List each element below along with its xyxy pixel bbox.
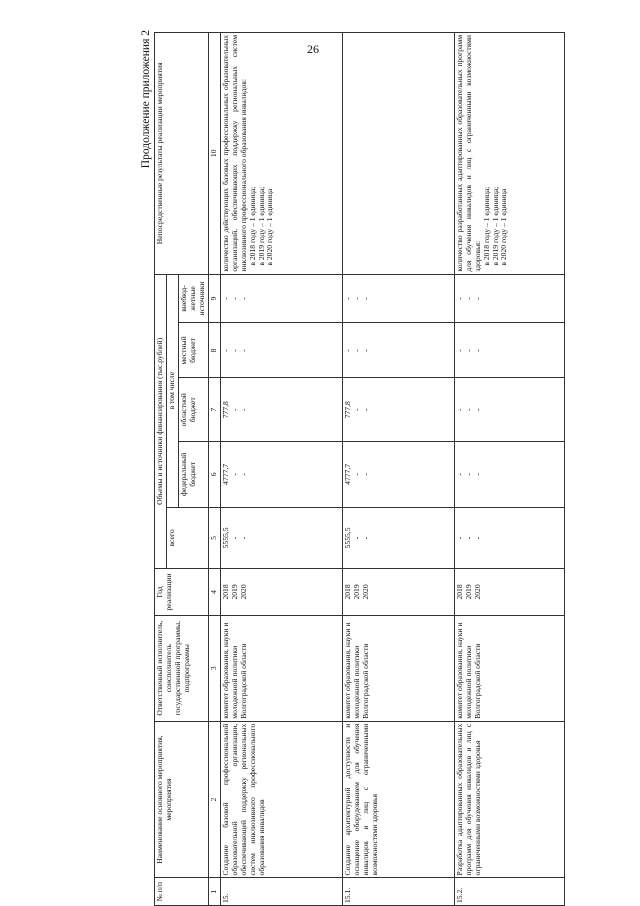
- header-results: Непосредственные результаты реализации мероприятия: [155, 33, 209, 275]
- row-federal: [454, 442, 564, 508]
- local-value: -: [342, 349, 352, 352]
- year-value: 2018: [454, 584, 464, 600]
- row-results: [220, 33, 342, 275]
- column-number-row: [208, 33, 220, 906]
- row-federal: [342, 442, 454, 508]
- local-value: -: [472, 349, 482, 352]
- extra-value: -: [454, 297, 464, 300]
- row-years: [220, 569, 342, 616]
- row-total: [342, 507, 454, 568]
- header-funding: Объемы и источники финансирования (тыс.рублей): [155, 274, 167, 569]
- col-number: 7: [208, 378, 220, 442]
- result-line: в 2020 году – 1 единица: [499, 188, 509, 266]
- row-results: [454, 33, 564, 275]
- regional-value: -: [229, 408, 239, 412]
- federal-value: -: [351, 473, 361, 476]
- year-value: 2020: [238, 584, 248, 600]
- year-value: 2018: [220, 584, 230, 600]
- local-value: -: [360, 349, 370, 352]
- result-text: количество действующих базовых профессиональных образовательных организаций, обеспечивающих поддержку региональных систем инклюзивного профессионального образования инвалидов:: [220, 35, 248, 272]
- federal-value: -: [463, 473, 473, 476]
- federal-value: 4777,7: [220, 463, 230, 485]
- header-total: всего: [166, 507, 208, 568]
- federal-value: -: [472, 473, 482, 476]
- col-number: 3: [208, 615, 220, 721]
- total-value: -: [351, 536, 361, 540]
- extra-value: -: [238, 297, 248, 300]
- col-number: 1: [208, 878, 220, 906]
- total-value: 5555,5: [220, 527, 230, 549]
- total-value: -: [472, 536, 482, 540]
- row-no: 15.2.: [454, 878, 564, 906]
- local-value: -: [220, 349, 230, 352]
- regional-value: 777,8: [342, 401, 352, 419]
- continuation-label: Продолжение приложения 2: [140, 30, 152, 169]
- regional-value: -: [238, 408, 248, 412]
- row-name: Разработка адаптированных образовательных программ для обучения инвалидов и лиц с ограниченными возможностями здоровья: [454, 721, 564, 878]
- row-local: [342, 323, 454, 378]
- regional-value: -: [472, 408, 482, 412]
- header-federal: федеральный бюджет: [178, 442, 208, 508]
- col-number: 9: [208, 274, 220, 323]
- total-value: -: [360, 536, 370, 540]
- total-value: 5555,5: [342, 527, 352, 549]
- row-name: Создание базовой профессиональной образовательной организации, обеспечивающей поддержку региональных систем инклюзивного профессионального образования инвалидов: [220, 721, 342, 878]
- extra-value: -: [342, 297, 352, 300]
- row-name: Создание архитектурной доступности и оснащение оборудованием для обучения инвалидов и лиц с ограниченными возможностями здоровья: [342, 721, 454, 878]
- table-row: [220, 33, 342, 906]
- row-regional: [342, 378, 454, 442]
- extra-value: -: [229, 297, 239, 300]
- row-federal: [220, 442, 342, 508]
- header-executor: Ответственный исполнитель, соисполнитель государственной программы, подпрограммы: [155, 615, 209, 721]
- total-value: -: [238, 536, 248, 540]
- row-extra: [220, 274, 342, 323]
- header-regional: областной бюджет: [178, 378, 208, 442]
- federal-value: -: [238, 473, 248, 476]
- row-local: [454, 323, 564, 378]
- header-name: Наименование основного мероприятия, мероприятия: [155, 721, 209, 878]
- funding-table: [154, 32, 565, 906]
- result-line: в 2020 году – 1 единица: [265, 188, 275, 266]
- row-extra: [454, 274, 564, 323]
- extra-value: -: [472, 297, 482, 300]
- result-line: в 2018 году – 1 единица;: [481, 186, 491, 266]
- regional-value: -: [454, 408, 464, 412]
- local-value: -: [238, 349, 248, 352]
- federal-value: -: [360, 473, 370, 476]
- year-value: 2018: [342, 584, 352, 600]
- extra-value: -: [220, 297, 230, 300]
- row-executor: комитет образования, науки и молодежной политики Волгоградской области: [454, 615, 564, 721]
- local-value: -: [229, 349, 239, 352]
- header-year: Год реализации: [155, 569, 209, 616]
- regional-value: -: [463, 408, 473, 412]
- year-value: 2020: [472, 584, 482, 600]
- row-no: 15.: [220, 878, 342, 906]
- extra-value: -: [360, 297, 370, 300]
- total-value: -: [454, 536, 464, 540]
- row-extra: [342, 274, 454, 323]
- local-value: -: [454, 349, 464, 352]
- result-text: количество разработанных адаптированных образовательных программ для обучения инвалидов и лиц с ограниченными возможностями здоровья:: [454, 35, 482, 272]
- row-regional: [454, 378, 564, 442]
- result-line: в 2019 году – 1 единица;: [490, 186, 500, 266]
- result-line: в 2019 году – 1 единица;: [256, 186, 266, 266]
- year-value: 2020: [360, 584, 370, 600]
- local-value: -: [463, 349, 473, 352]
- row-years: [342, 569, 454, 616]
- row-local: [220, 323, 342, 378]
- col-number: 5: [208, 507, 220, 568]
- federal-value: -: [229, 473, 239, 476]
- col-number: 2: [208, 721, 220, 878]
- col-number: 8: [208, 323, 220, 378]
- federal-value: 4777,7: [342, 463, 352, 485]
- col-number: 4: [208, 569, 220, 616]
- year-value: 2019: [351, 584, 361, 600]
- row-executor: комитет образования, науки и молодежной политики Волгоградской области: [342, 615, 454, 721]
- local-value: -: [351, 349, 361, 352]
- extra-value: -: [351, 297, 361, 300]
- header-incl: в том числе: [166, 274, 178, 507]
- row-no: 15.1.: [342, 878, 454, 906]
- header-local: местный бюджет: [178, 323, 208, 378]
- col-number: 6: [208, 442, 220, 508]
- header-extrabudget: внебюд-жетные источники: [178, 274, 208, 323]
- federal-value: -: [454, 473, 464, 476]
- row-executor: комитет образования, науки и молодежной политики Волгоградской области: [220, 615, 342, 721]
- total-value: -: [229, 536, 239, 540]
- row-years: [454, 569, 564, 616]
- extra-value: -: [463, 297, 473, 300]
- year-value: 2019: [229, 584, 239, 600]
- header-no: № п/п: [155, 878, 209, 906]
- year-value: 2019: [463, 584, 473, 600]
- row-regional: [220, 378, 342, 442]
- col-number: 10: [208, 33, 220, 275]
- row-results: [342, 33, 454, 275]
- table-row: [454, 33, 564, 906]
- result-line: в 2018 году – 1 единица;: [247, 186, 257, 266]
- rotated-table-area: [140, 26, 625, 906]
- page-number: 26: [307, 42, 319, 56]
- regional-value: -: [351, 408, 361, 412]
- row-total: [454, 507, 564, 568]
- total-value: -: [463, 536, 473, 540]
- table-row: [342, 33, 454, 906]
- regional-value: 777,8: [220, 401, 230, 419]
- regional-value: -: [360, 408, 370, 412]
- row-total: [220, 507, 342, 568]
